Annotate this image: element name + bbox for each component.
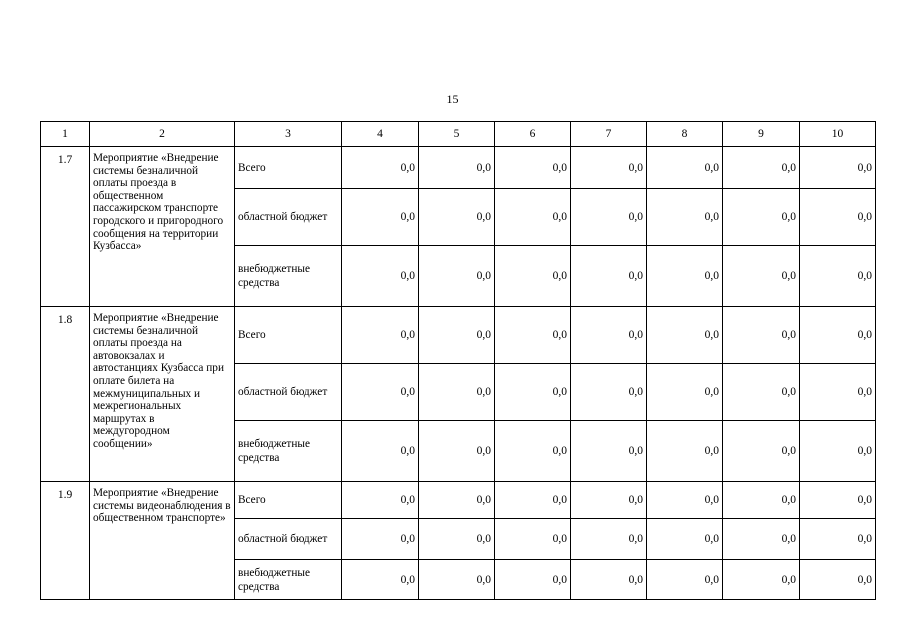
funding-source: внебюджетные средства	[235, 246, 342, 307]
column-header: 8	[647, 122, 723, 147]
funding-source: внебюджетные средства	[235, 421, 342, 482]
table-row	[41, 147, 876, 189]
value-cell: 0,0	[571, 307, 647, 364]
column-header: 9	[723, 122, 800, 147]
value-cell: 0,0	[647, 189, 723, 246]
value-cell: 0,0	[495, 147, 571, 189]
value-cell: 0,0	[571, 482, 647, 519]
value-cell: 0,0	[647, 482, 723, 519]
value-cell: 0,0	[800, 560, 876, 600]
table-row	[41, 307, 876, 364]
value-cell: 0,0	[571, 364, 647, 421]
value-cell: 0,0	[647, 519, 723, 560]
column-header: 4	[342, 122, 419, 147]
measure-title: Мероприятие «Внедрение системы безналичной оплаты проезда на автовокзалах и автостанциях Кузбасса при оплате билета на межмуниципальных и межрегиональных маршрутах в междугородном сообщении»	[90, 307, 235, 482]
value-cell: 0,0	[342, 364, 419, 421]
column-header: 10	[800, 122, 876, 147]
funding-source: внебюджетные средства	[235, 560, 342, 600]
value-cell: 0,0	[571, 519, 647, 560]
value-cell: 0,0	[495, 519, 571, 560]
row-number: 1.9	[41, 482, 90, 600]
value-cell: 0,0	[571, 560, 647, 600]
row-number: 1.7	[41, 147, 90, 307]
value-cell: 0,0	[419, 560, 495, 600]
value-cell: 0,0	[571, 421, 647, 482]
measure-title: Мероприятие «Внедрение системы видеонаблюдения в общественном транспорте»	[90, 482, 235, 600]
value-cell: 0,0	[800, 482, 876, 519]
column-header: 5	[419, 122, 495, 147]
value-cell: 0,0	[342, 482, 419, 519]
value-cell: 0,0	[723, 364, 800, 421]
budget-table	[40, 121, 876, 600]
column-header: 2	[90, 122, 235, 147]
value-cell: 0,0	[647, 246, 723, 307]
value-cell: 0,0	[342, 519, 419, 560]
value-cell: 0,0	[419, 421, 495, 482]
table-row	[41, 482, 876, 519]
value-cell: 0,0	[495, 246, 571, 307]
value-cell: 0,0	[800, 364, 876, 421]
value-cell: 0,0	[495, 482, 571, 519]
value-cell: 0,0	[419, 189, 495, 246]
value-cell: 0,0	[723, 482, 800, 519]
value-cell: 0,0	[419, 364, 495, 421]
value-cell: 0,0	[571, 147, 647, 189]
funding-source: Всего	[235, 147, 342, 189]
value-cell: 0,0	[647, 307, 723, 364]
value-cell: 0,0	[419, 147, 495, 189]
value-cell: 0,0	[800, 421, 876, 482]
value-cell: 0,0	[800, 147, 876, 189]
value-cell: 0,0	[419, 307, 495, 364]
value-cell: 0,0	[800, 246, 876, 307]
value-cell: 0,0	[647, 364, 723, 421]
measure-title: Мероприятие «Внедрение системы безналичной оплаты проезда в общественном пассажирском транспорте городского и пригородного сообщения на территории Кузбасса»	[90, 147, 235, 307]
value-cell: 0,0	[723, 519, 800, 560]
header-row	[41, 122, 876, 147]
value-cell: 0,0	[342, 421, 419, 482]
value-cell: 0,0	[342, 307, 419, 364]
value-cell: 0,0	[571, 246, 647, 307]
value-cell: 0,0	[800, 307, 876, 364]
column-header: 1	[41, 122, 90, 147]
value-cell: 0,0	[419, 246, 495, 307]
column-header: 6	[495, 122, 571, 147]
value-cell: 0,0	[723, 189, 800, 246]
value-cell: 0,0	[419, 519, 495, 560]
value-cell: 0,0	[647, 421, 723, 482]
value-cell: 0,0	[723, 147, 800, 189]
value-cell: 0,0	[723, 246, 800, 307]
page-number: 15	[446, 92, 459, 106]
row-number: 1.8	[41, 307, 90, 482]
value-cell: 0,0	[342, 147, 419, 189]
value-cell: 0,0	[571, 189, 647, 246]
funding-source: Всего	[235, 307, 342, 364]
value-cell: 0,0	[419, 482, 495, 519]
value-cell: 0,0	[723, 560, 800, 600]
value-cell: 0,0	[800, 189, 876, 246]
value-cell: 0,0	[342, 560, 419, 600]
value-cell: 0,0	[723, 421, 800, 482]
funding-source: Всего	[235, 482, 342, 519]
value-cell: 0,0	[495, 364, 571, 421]
value-cell: 0,0	[800, 519, 876, 560]
value-cell: 0,0	[723, 307, 800, 364]
value-cell: 0,0	[647, 560, 723, 600]
value-cell: 0,0	[495, 421, 571, 482]
value-cell: 0,0	[342, 246, 419, 307]
value-cell: 0,0	[647, 147, 723, 189]
column-header: 3	[235, 122, 342, 147]
column-header: 7	[571, 122, 647, 147]
funding-source: областной бюджет	[235, 189, 342, 246]
value-cell: 0,0	[342, 189, 419, 246]
value-cell: 0,0	[495, 560, 571, 600]
value-cell: 0,0	[495, 189, 571, 246]
value-cell: 0,0	[495, 307, 571, 364]
funding-source: областной бюджет	[235, 364, 342, 421]
funding-source: областной бюджет	[235, 519, 342, 560]
